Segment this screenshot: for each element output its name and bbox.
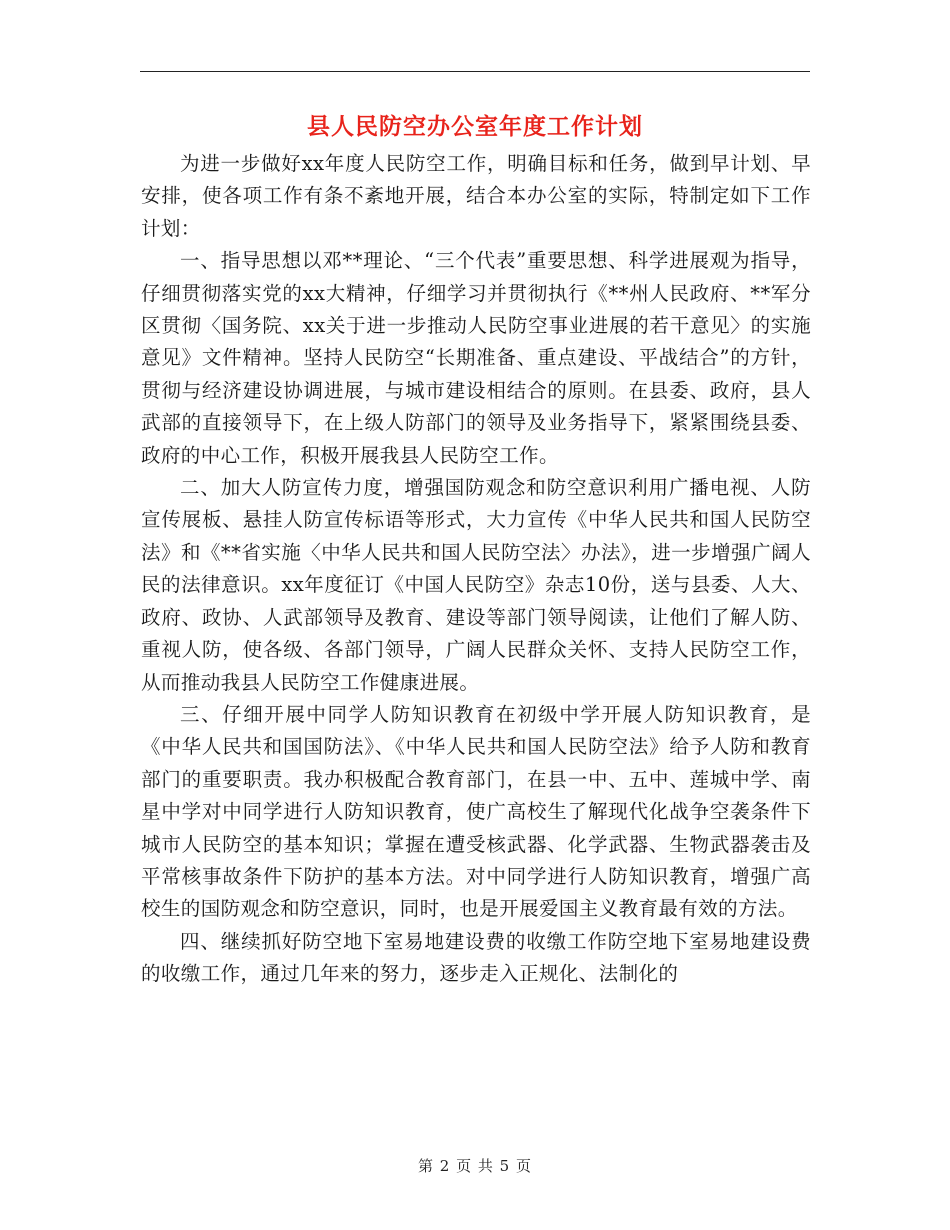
document-title: 县人民防空办公室年度工作计划 <box>307 113 643 140</box>
page-number: 第 2 页 共 5 页 <box>418 1157 532 1175</box>
document-body <box>141 148 811 991</box>
header-rule <box>140 71 810 72</box>
paragraph-intro: 为进一步做好xx年度人民防空工作，明确目标和任务，做到早计划、早安排，使各项工作有条不紊地开展，结合本办公室的实际，特制定如下工作计划： <box>141 152 811 240</box>
paragraph-fee-collection: 四、继续抓好防空地下室易地建设费的收缴工作防空地下室易地建设费的收缴工作，通过几年来的努力，逐步走入正规化、法制化的 <box>141 929 811 986</box>
paragraph-guiding-ideology: 一、指导思想以邓**理论、“三个代表”重要思想、科学进展观为指导，仔细贯彻落实党的xx大精神，仔细学习并贯彻执行《**州人民政府、**军分区贯彻〈国务院、xx关于进一步推动人民防空事业进展的若干意见〉的实施意见》文件精神。坚持人民防空“长期准备、重点建设、平战结合”的方针，贯彻与经济建设协调进展，与城市建设相结合的原则。在县委、政府，县人武部的直接领导下，在上级人防部门的领导及业务指导下，紧紧围绕县委、政府的中心工作，积极开展我县人民防空工作。 <box>141 249 811 467</box>
paragraph-student-education: 三、仔细开展中同学人防知识教育在初级中学开展人防知识教育，是《中华人民共和国国防法》、《中华人民共和国人民防空法》给予人防和教育部门的重要职责。我办积极配合教育部门，在县一中、五中、莲城中学、南星中学对中同学进行人防知识教育，使广高校生了解现代化战争空袭条件下城市人民防空的基本知识；掌握在遭受核武器、化学武器、生物武器袭击及平常核事故条件下防护的基本方法。对中同学进行人防知识教育，增强广高校生的国防观念和防空意识，同时，也是开展爱国主义教育最有效的方法。 <box>141 702 811 921</box>
paragraph-publicity: 二、加大人防宣传力度，增强国防观念和防空意识利用广播电视、人防宣传展板、悬挂人防宣传标语等形式，大力宣传《中华人民共和国人民防空法》和《**省实施〈中华人民共和国人民防空法〉办法》，进一步增强广阔人民的法律意识。xx年度征订《中国人民防空》杂志10份，送与县委、人大、政府、政协、人武部领导及教育、建设等部门领导阅读，让他们了解人防、重视人防，使各级、各部门领导，广阔人民群众关怀、支持人民防空工作，从而推动我县人民防空工作健康进展。 <box>141 476 811 694</box>
